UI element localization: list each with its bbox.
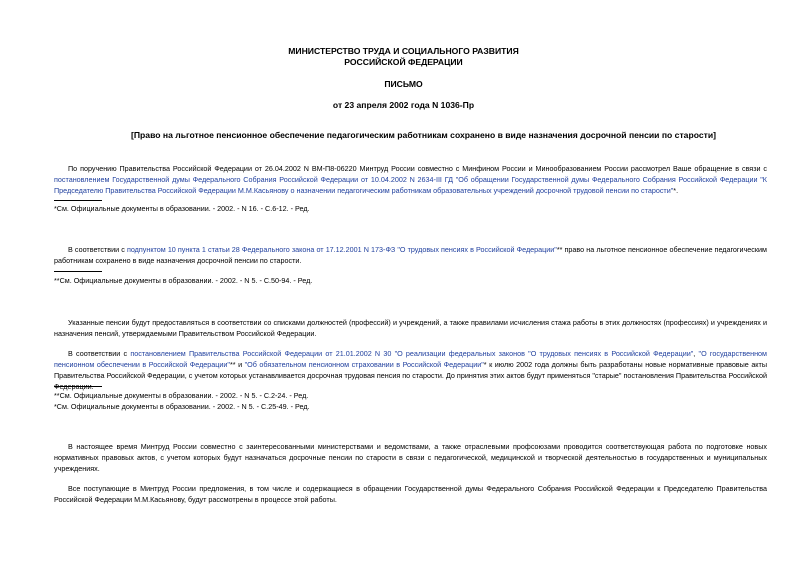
paragraph-1-tail: *. [673,186,679,195]
paragraph-4 [54,348,767,392]
paragraph-2-tail: ** право на льготное пенсионное обеспечение педагогическим работникам сохранено в виде назначения досрочной пенсии по старости. [54,245,768,265]
footnote-divider [54,200,102,201]
link-state-pension-law[interactable]: "О государственном пенсионном обеспечении в Российской Федерации" [54,349,767,369]
paragraph-4-and: ** и [229,360,245,369]
paragraph-5 [54,441,767,474]
paragraph-4-text: В соответствии с [68,349,131,358]
paragraph-6-text: Все поступающие в Минтруд России предложения, в том числе и содержащиеся в обращении Государственной думы Федерального Собрания Российской Федерации к Председателю Правительства Российской Федерации М.М.Касьянову, будут рассмотрены в процессе этой работы. [54,484,767,504]
paragraph-2-text: В соответствии с [68,245,127,254]
ministry-line-2: РОССИЙСКОЙ ФЕДЕРАЦИИ [344,57,463,67]
document-title: [Право на льготное пенсионное обеспечение педагогическим работникам сохранено в виде назначения досрочной пенсии по старости] [131,130,716,140]
link-mandatory-insurance-law[interactable]: "Об обязательном пенсионном страховании в Российской Федерации" [244,360,484,369]
document-date: от 23 апреля 2002 года N 1036-Пр [332,100,475,110]
footnote-3: **См. Официальные документы в образовании. - 2002. - N 5. - С.2-24. - Ред. [54,391,309,400]
paragraph-6 [54,483,767,505]
paragraph-3 [54,317,767,339]
footnote-4: *См. Официальные документы в образовании. - 2002. - N 5. - С.25-49. - Ред. [54,402,310,411]
link-federal-law-173[interactable]: подпунктом 10 пункта 1 статьи 28 Федерального закона от 17.12.2001 N 173-ФЗ "О трудовых пенсиях в Российской Федерации" [126,245,557,254]
paragraph-4-sep: , [693,349,699,358]
footnote-divider [54,386,102,387]
footnote-divider [54,271,102,272]
ministry-line-1: МИНИСТЕРСТВО ТРУДА И СОЦИАЛЬНОГО РАЗВИТИЯ [288,46,519,56]
paragraph-2 [54,244,767,266]
document-type: ПИСЬМО [384,79,423,89]
link-gd-resolution[interactable]: постановлением Государственной думы Федерального Собрания Российской Федерации от 10.04.2002 N 2634-III ГД "Об обращении Государственной думы Федерального Собрания Российской Федерации "К Председателю Правительства Российской Федерации М.М.Касьянову о назначении педагогическим работникам образовательных учреждений досрочной трудовой пенсии по старости" [54,175,767,195]
link-government-resolution-30[interactable]: постановлением Правительства Российской Федерации от 21.01.2002 N 30 "О реализации федеральных законов "О трудовых пенсиях в Российской Федерации" [130,349,694,358]
footnote-2: **См. Официальные документы в образовании. - 2002. - N 5. - С.50-94. - Ред. [54,276,313,285]
footnote-1: *См. Официальные документы в образовании. - 2002. - N 16. - С.6-12. - Ред. [54,204,310,213]
paragraph-5-text: В настоящее время Минтруд России совместно с заинтересованными министерствами и ведомствами, а также отраслевыми профсоюзами проводится соответствующая работа по подготовке новых нормативных правовых актов, с учетом которых будут назначаться досрочные пенсии по старости в связи с педагогической, медицинской и творческой деятельностью в государственных и муниципальных учреждениях. [54,442,767,473]
paragraph-1-text: По поручению Правительства Российской Федерации от 26.04.2002 N ВМ-П8-06220 Минтруд России совместно с Минфином России и Минообразованием России рассмотрел Ваше обращение в связи с [68,164,767,173]
paragraph-3-text: Указанные пенсии будут предоставляться в соответствии со списками должностей (профессий) и учреждений, а также правилами исчисления стажа работы в этих должностях (профессиях) и учреждениях и назначения пенсий, утверждаемыми Правительством Российской Федерации. [54,318,767,338]
paragraph-4-tail: * к июлю 2002 года должны быть разработаны новые нормативные правовые акты Правительства Российской Федерации, с учетом которых устанавливается досрочная трудовая пенсия по старости. До принятия этих актов будут применяться "старые" постановления Правительства Российской Федерации. [54,360,767,391]
paragraph-1 [54,163,767,196]
